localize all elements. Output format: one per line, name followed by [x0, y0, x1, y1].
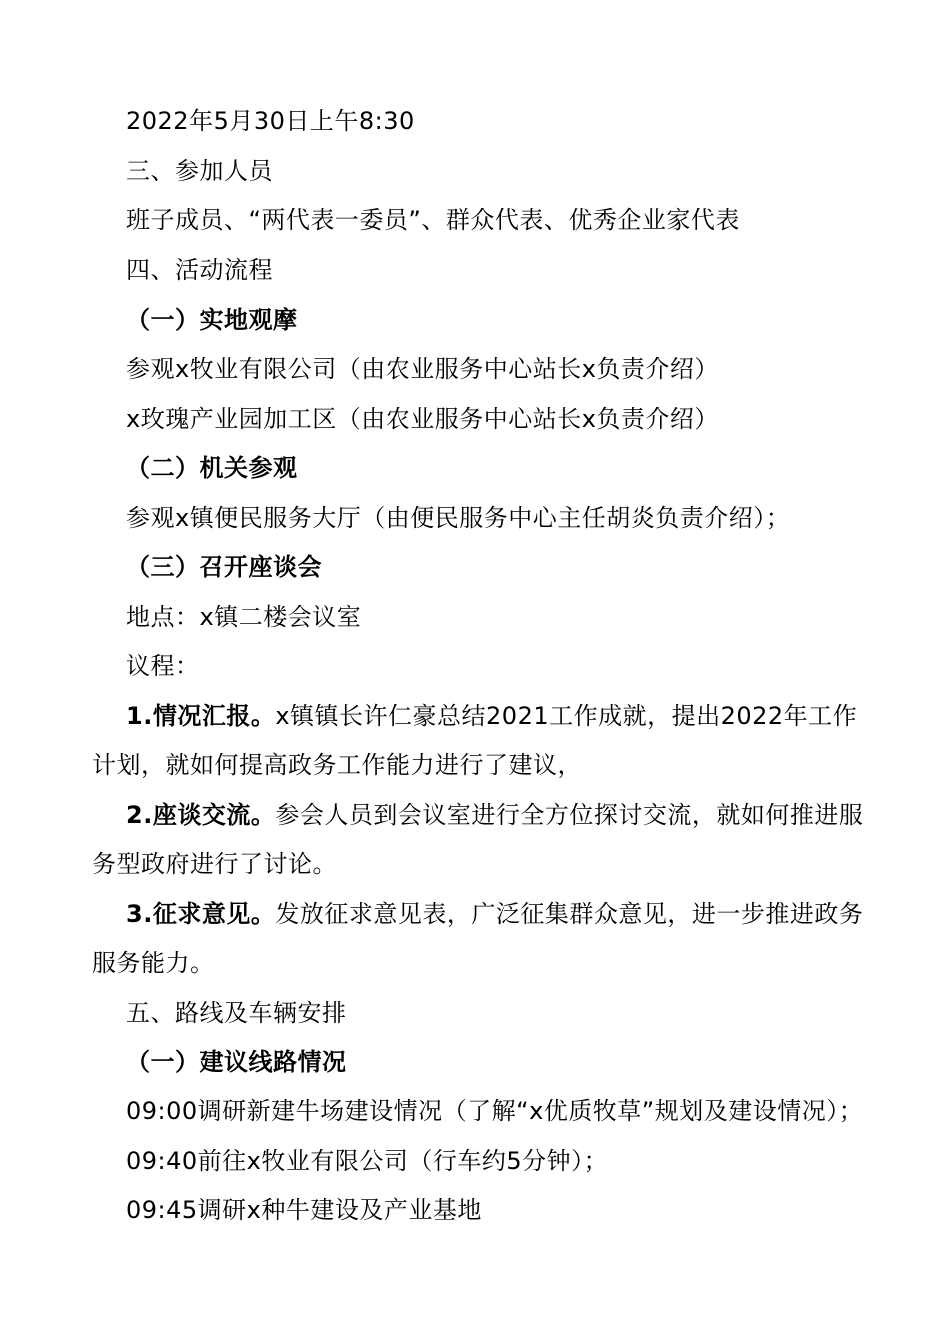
visit-item-livestock-company: 参观x牧业有限公司（由农业服务中心站长x负责介绍） [126, 355, 719, 383]
agenda-item-1-text: x镇镇长许仁豪总结2021工作成就，提出2022年工作 [275, 702, 858, 730]
agenda-item-1 [126, 700, 857, 732]
agenda-label: 议程： [126, 652, 200, 680]
section-heading-participants: 三、参加人员 [126, 157, 273, 185]
subheading-field-visit: （一）实地观摩 [126, 306, 298, 334]
agenda-item-3 [126, 898, 863, 930]
agenda-item-2-continuation: 务型政府进行了讨论。 [92, 850, 337, 878]
visit-item-rose-park: x玫瑰产业园加工区（由农业服务中心站长x负责介绍） [126, 405, 719, 433]
agenda-item-2-text: 参会人员到会议室进行全方位探讨交流，就如何推进服 [275, 801, 864, 829]
agenda-item-2-title: 2.座谈交流。 [126, 801, 276, 829]
route-item-0940: 09:40前往x牧业有限公司（行车约5分钟）； [126, 1147, 609, 1175]
section-heading-routes: 五、路线及车辆安排 [126, 999, 347, 1027]
agenda-item-1-title: 1.情况汇报。 [126, 702, 276, 730]
symposium-location: 地点：x镇二楼会议室 [126, 603, 362, 631]
subheading-suggested-route: （一）建议线路情况 [126, 1048, 347, 1076]
agenda-item-1-continuation: 计划，就如何提高政务工作能力进行了建议， [92, 751, 582, 779]
agenda-item-3-text: 发放征求意见表，广泛征集群众意见，进一步推进政务 [275, 900, 864, 928]
route-item-0945: 09:45调研x种牛建设及产业基地 [126, 1196, 482, 1224]
agenda-item-3-continuation: 服务能力。 [92, 949, 215, 977]
agenda-item-2 [126, 799, 863, 831]
route-item-0900: 09:00调研新建牛场建设情况（了解“x优质牧草”规划及建设情况）； [126, 1097, 864, 1125]
visit-item-service-hall: 参观x镇便民服务大厅（由便民服务中心主任胡炎负责介绍）； [126, 504, 791, 532]
section-heading-activity-flow: 四、活动流程 [126, 256, 273, 284]
meeting-time: 2022年5月30日上午8:30 [126, 107, 415, 135]
agenda-item-3-title: 3.征求意见。 [126, 900, 276, 928]
subheading-symposium: （三）召开座谈会 [126, 553, 322, 581]
subheading-office-visit: （二）机关参观 [126, 454, 298, 482]
participants-list: 班子成员、“两代表一委员”、群众代表、优秀企业家代表 [126, 206, 740, 234]
